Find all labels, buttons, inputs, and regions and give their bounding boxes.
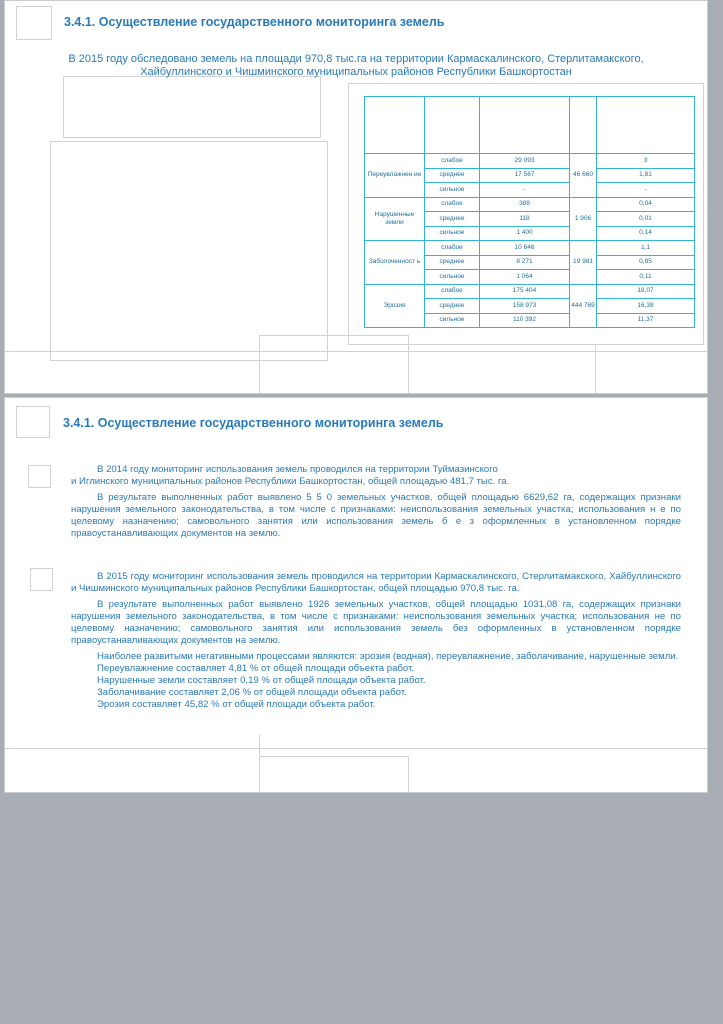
slide-2 [4, 397, 708, 793]
placeholder-box [16, 406, 50, 438]
pct-cell: 0,85 [597, 255, 695, 270]
area-cell: 8 271 [480, 255, 570, 270]
pct-cell: 0,04 [597, 197, 695, 212]
area-cell: 110 392 [480, 313, 570, 328]
table-header-cell [480, 97, 570, 154]
stat-line: Заболачивание составляет 2,06 % от общей площади объекта работ. [97, 687, 407, 698]
stat-line: Нарушенные земли составляет 0,19 % от общей площади объекта работ. [97, 675, 426, 686]
area-cell: 10 646 [480, 241, 570, 256]
table-header-row [365, 97, 695, 154]
placeholder-box [28, 465, 51, 488]
pct-cell: 16,38 [597, 299, 695, 314]
placeholder-box [16, 6, 52, 40]
placeholder-box [259, 756, 409, 793]
group-total: 46 660 [570, 154, 597, 198]
group-total: 1 906 [570, 197, 597, 241]
divider [5, 748, 707, 749]
pct-cell: 18,07 [597, 284, 695, 299]
degree-cell: среднее [425, 168, 480, 183]
paragraph: Наиболее развитыми негативными процессами являются: эрозия (водная), переувлажнение, заболачивание, нарушенные земли. [97, 651, 679, 662]
placeholder-box [259, 335, 409, 394]
degree-cell: слабое [425, 154, 480, 169]
degree-cell: среднее [425, 212, 480, 227]
paragraph: В 2015 году мониторинг использования земель проводился на территории Кармаскалинского, Стерлитамакского, Хайбуллинского и Чишминского муниципальных районов Республики Башкортостан, общей площадью 970,8 тыс. га. [71, 571, 681, 594]
pct-cell: 1,81 [597, 168, 695, 183]
monitoring-table [364, 96, 694, 328]
block-2015 [71, 571, 681, 711]
area-cell: 1 064 [480, 270, 570, 285]
table-row [365, 154, 695, 169]
paragraph: В 2014 году мониторинг использования земель проводился на территории Туймазинского [97, 464, 498, 475]
table-row [365, 197, 695, 212]
table-header-cell [365, 97, 425, 154]
page-title: 3.4.1. Осуществление государственного мониторинга земель [64, 15, 445, 29]
pct-cell: 3 [597, 154, 695, 169]
area-cell: 29 093 [480, 154, 570, 169]
placeholder-box [50, 141, 328, 361]
placeholder-box [63, 76, 321, 138]
area-cell: 388 [480, 197, 570, 212]
table-header-cell [570, 97, 597, 154]
lead-line: Хайбуллинского и Чишминского муниципальных районов Республики Башкортостан [140, 66, 572, 78]
divider [595, 346, 596, 393]
area-cell: - [480, 183, 570, 198]
paragraph: и Иглинского муниципальных районов Республики Башкортостан, общей площадью 481,7 тыс. га. [71, 476, 510, 487]
slide-1 [4, 0, 708, 394]
divider [5, 351, 707, 352]
table-row [365, 284, 695, 299]
degree-cell: слабое [425, 197, 480, 212]
pct-cell: 0,01 [597, 212, 695, 227]
degree-cell: слабое [425, 284, 480, 299]
pct-cell: 11,37 [597, 313, 695, 328]
area-cell: 118 [480, 212, 570, 227]
page-title: 3.4.1. Осуществление государственного мониторинга земель [63, 416, 444, 430]
area-cell: 175 404 [480, 284, 570, 299]
group-name: Заболоченност ь [365, 241, 425, 285]
lead-text [35, 53, 677, 79]
group-name: Переувлажнен ие [365, 154, 425, 198]
pct-cell: 1,1 [597, 241, 695, 256]
table-header-cell [425, 97, 480, 154]
degree-cell: сильное [425, 183, 480, 198]
placeholder-box [30, 568, 53, 591]
lead-line: В 2015 году обследовано земель на площади 970,8 тыс.га на территории Кармаскалинского, Стерлитамакского, [68, 53, 644, 65]
group-total: 444 769 [570, 284, 597, 328]
block-2014 [71, 464, 681, 540]
area-cell: 158 973 [480, 299, 570, 314]
stat-line: Переувлажнение составляет 4,81 % от общей площади объекта работ. [97, 663, 415, 674]
degree-cell: сильное [425, 226, 480, 241]
pct-cell: 0,11 [597, 270, 695, 285]
area-cell: 1 400 [480, 226, 570, 241]
paragraph: В результате выполненных работ выявлено 5 5 0 земельных участков, общей площадью 6629,62 га, содержащих признаки нарушения земельного законодательства, в том числе с признаками: неиспользования земельных участка; использования н е по целевому назначению; самовольного занятия или использования земель б е з оформленных в установленном порядке правоустанавливающих документов на землю. [71, 492, 681, 539]
degree-cell: сильное [425, 270, 480, 285]
paragraph: В результате выполненных работ выявлено 1926 земельных участков, общей площадью 1031,08 га, содержащих признаки нарушения земельного законодательства, в том числе с признаками: неиспользования земельных участка; использования не по целевому назначению; самовольного занятия или использования земель без оформленных в установленном порядке правоустанавливающих документов на землю. [71, 599, 681, 646]
degree-cell: сильное [425, 313, 480, 328]
group-name: Эрозия [365, 284, 425, 328]
pct-cell: 0,14 [597, 226, 695, 241]
divider [259, 735, 260, 755]
degree-cell: среднее [425, 299, 480, 314]
table-row [365, 241, 695, 256]
stat-line: Эрозия составляет 45,82 % от общей площади объекта работ. [97, 699, 376, 710]
degree-cell: слабое [425, 241, 480, 256]
degree-cell: среднее [425, 255, 480, 270]
group-total: 19 981 [570, 241, 597, 285]
group-name: Нарушенные земли [365, 197, 425, 241]
area-cell: 17 567 [480, 168, 570, 183]
table-header-cell [597, 97, 695, 154]
pct-cell: - [597, 183, 695, 198]
